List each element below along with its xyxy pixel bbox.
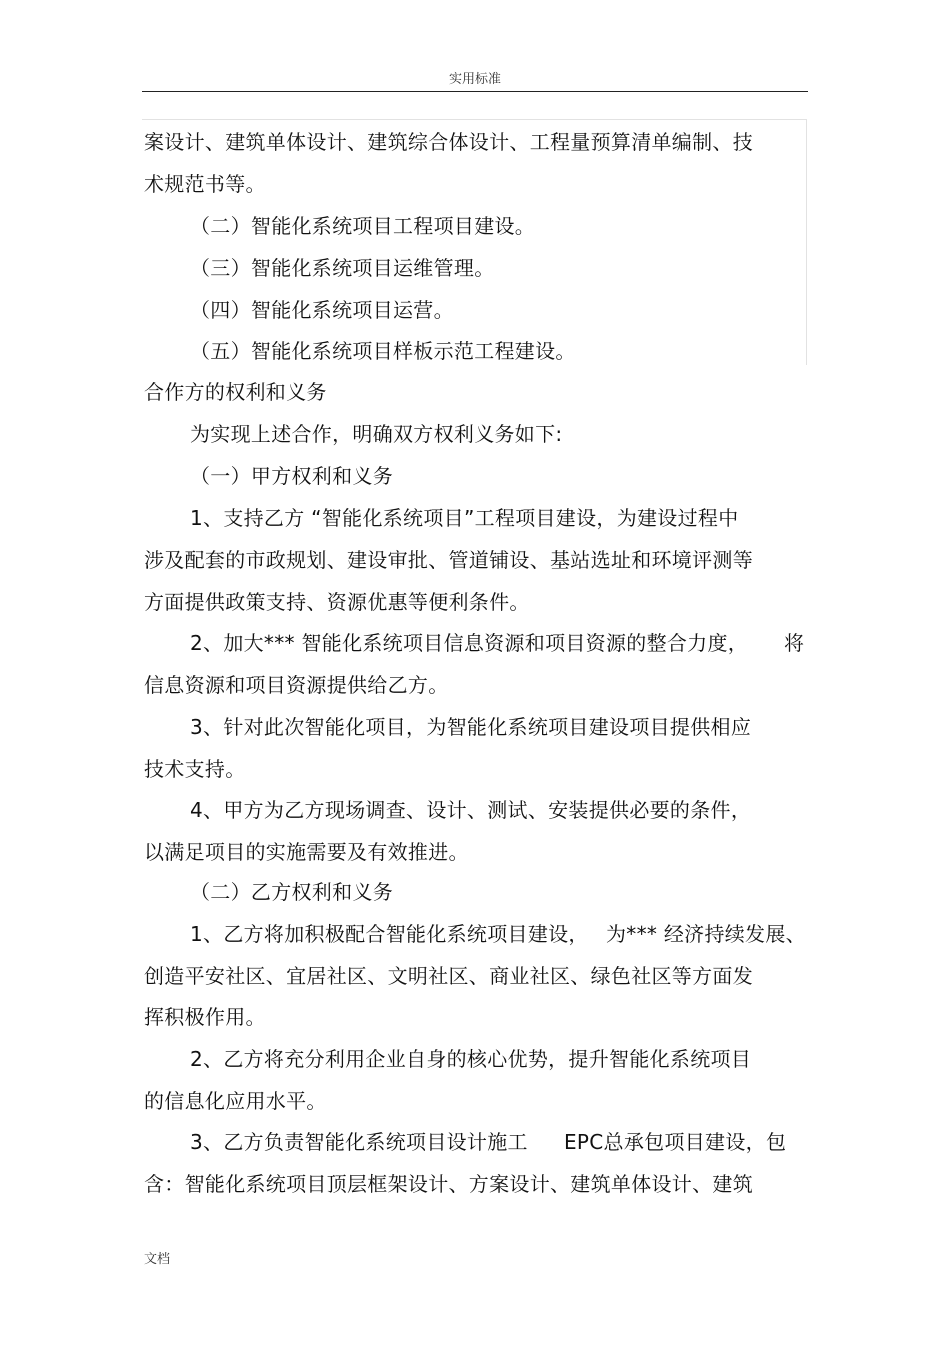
body-line: EPC总承包项目建设，包 bbox=[564, 1130, 787, 1154]
body-line: 2、乙方将充分利用企业自身的核心优势，提升智能化系统项目 bbox=[190, 1047, 752, 1071]
body-line: 术规范书等。 bbox=[144, 172, 266, 196]
page-footer-label: 文档 bbox=[144, 1252, 171, 1267]
body-line: 以满足项目的实施需要及有效推进。 bbox=[144, 840, 469, 864]
subsection-heading: （一）甲方权利和义务 bbox=[190, 464, 393, 488]
body-line: （四）智能化系统项目运营。 bbox=[190, 298, 454, 322]
section-heading: 合作方的权利和义务 bbox=[144, 380, 327, 404]
body-line: 3、乙方负责智能化系统项目设计施工 bbox=[190, 1130, 528, 1154]
body-line: 含：智能化系统项目顶层框架设计、方案设计、建筑单体设计、建筑 bbox=[144, 1172, 753, 1196]
body-line: （五）智能化系统项目样板示范工程建设。 bbox=[190, 339, 576, 363]
body-line: （二）智能化系统项目工程项目建设。 bbox=[190, 214, 536, 238]
body-line: 技术支持。 bbox=[144, 757, 246, 781]
header-divider bbox=[142, 91, 808, 92]
body-line: 1、乙方将加积极配合智能化系统项目建设， bbox=[190, 922, 589, 946]
body-line: 3、针对此次智能化项目，为智能化系统项目建设项目提供相应 bbox=[190, 715, 752, 739]
body-line: 为实现上述合作，明确双方权利义务如下: bbox=[190, 422, 563, 446]
body-line: 案设计、建筑单体设计、建筑综合体设计、工程量预算清单编制、技 bbox=[144, 130, 753, 154]
body-line: 挥积极作用。 bbox=[144, 1005, 266, 1029]
body-line: 信息资源和项目资源提供给乙方。 bbox=[144, 673, 449, 697]
body-line: 涉及配套的市政规划、建设审批、管道铺设、基站选址和环境评测等 bbox=[144, 548, 753, 572]
body-line: 2、加大*** 智能化系统项目信息资源和项目资源的整合力度， bbox=[190, 631, 749, 655]
body-line: 1、支持乙方 “智能化系统项目”工程项目建设，为建设过程中 bbox=[190, 506, 739, 530]
body-line: （三）智能化系统项目运维管理。 bbox=[190, 256, 495, 280]
body-line: 4、甲方为乙方现场调查、设计、测试、安装提供必要的条件， bbox=[190, 798, 752, 822]
body-line: 创造平安社区、宜居社区、文明社区、商业社区、绿色社区等方面发 bbox=[144, 964, 753, 988]
body-line: 为*** 经济持续发展、 bbox=[606, 922, 806, 946]
page-header-title: 实用标准 bbox=[448, 72, 501, 87]
body-line: 的信息化应用水平。 bbox=[144, 1089, 327, 1113]
body-line: 将 bbox=[784, 631, 805, 655]
subsection-heading: （二）乙方权利和义务 bbox=[190, 880, 393, 904]
body-line: 方面提供政策支持、资源优惠等便利条件。 bbox=[144, 590, 530, 614]
